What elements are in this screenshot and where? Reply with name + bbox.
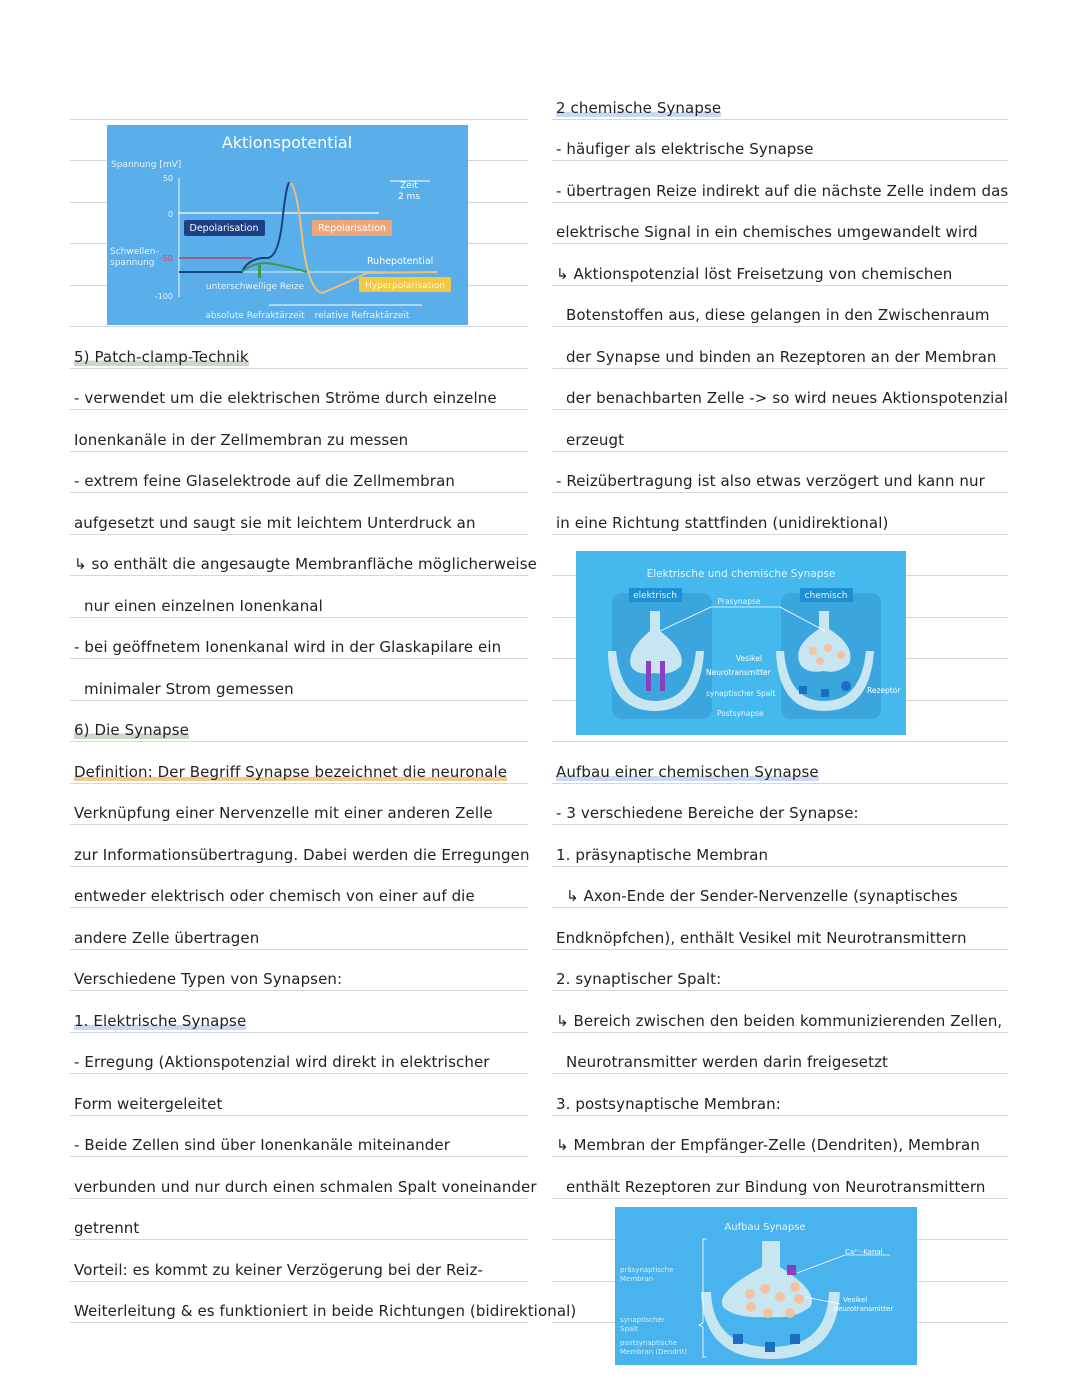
note-text: - Reizübertragung ist also etwas verzögert und kann nur (556, 472, 985, 490)
ruled-line (70, 493, 528, 535)
tick-minus-100: -100 (154, 292, 173, 301)
note-text: Botenstoffen aus, diese gelangen in den Zwischenraum (566, 306, 990, 324)
note-text: getrennt (74, 1219, 140, 1237)
ruled-line (552, 1033, 1008, 1075)
ruled-line (552, 742, 1008, 784)
tick-minus-50: -50 (159, 254, 173, 263)
postsynapse-label: Postsynapse (717, 709, 764, 718)
note-text: ↳ Axon-Ende der Sender-Nervenzelle (synaptisches (566, 887, 958, 905)
ruled-line (552, 825, 1008, 867)
note-text: Endknöpfchen), enthält Vesikel mit Neurotransmittern (556, 928, 967, 947)
ruled-line (70, 1033, 528, 1075)
ruled-line (70, 535, 537, 577)
ruled-line (552, 286, 1008, 328)
vesicle-label: Vesikel (736, 654, 762, 663)
ruled-line (552, 78, 1008, 120)
ruled-line (70, 1199, 528, 1241)
note-text: Neurotransmitter werden darin freigesetzt (566, 1053, 889, 1071)
note-text: ↳ Aktionspotenzial löst Freisetzung von chemischen (556, 264, 953, 283)
note-text: 6) Die Synapse (74, 721, 189, 739)
note-text: Vorteil: es kommt zu keiner Verzögerung bei der Reiz- (74, 1260, 483, 1279)
note-text: der Synapse und binden an Rezeptoren an der Membran (566, 347, 997, 366)
note-text: Ionenkanäle in der Zellmembran zu messen (74, 430, 409, 449)
ruled-line (552, 1157, 1008, 1199)
ruled-line (70, 1116, 528, 1158)
tick-0: 0 (167, 210, 173, 219)
svg-text:Membran: Membran (620, 1275, 654, 1283)
figure-title: Aufbau Synapse (724, 1222, 806, 1233)
ruled-line (70, 1074, 528, 1116)
electric-label: elektrisch (633, 591, 677, 601)
cleft-label: synaptischer (620, 1316, 665, 1324)
note-text: entweder elektrisch oder chemisch von einer auf die (74, 887, 475, 905)
postsynaptic-label: postsynaptische (620, 1339, 678, 1347)
threshold-label: Schwellen- (110, 247, 159, 257)
note-text: Definition: Der Begriff Synapse bezeichnet die neuronale (74, 762, 508, 781)
note-text: - Beide Zellen sind über Ionenkanäle miteinander (74, 1136, 450, 1154)
note-text: Aufbau einer chemischen Synapse (556, 762, 819, 781)
synaptic-cleft-label: synaptischer Spalt (706, 689, 776, 698)
receptor-label: Rezeptor (867, 686, 901, 695)
note-text: 3. postsynaptische Membran: (556, 1094, 781, 1113)
note-text: - Erregung (Aktionspotenzial wird direkt in elektrischer (74, 1053, 490, 1071)
ruled-line (552, 908, 1008, 950)
ruled-line (70, 908, 528, 950)
note-text: aufgesetzt und saugt sie mit leichtem Unterdruck an (74, 513, 476, 532)
vesicle-label: Vesikel (843, 1296, 868, 1304)
ruled-line (552, 161, 1008, 203)
ruled-line (70, 1282, 577, 1324)
note-text: Weiterleitung & es funktioniert in beide Richtungen (bidirektional) (74, 1302, 577, 1320)
note-text: nur einen einzelnen Ionenkanal (84, 596, 323, 615)
note-text: minimaler Strom gemessen (84, 679, 294, 698)
note-text: zur Informationsübertragung. Dabei werden die Erregungen (74, 845, 530, 864)
ruled-line (70, 867, 528, 909)
repolarisation-label: Repolarisation (318, 223, 386, 234)
ruled-line (552, 1074, 1008, 1116)
note-text: ↳ Membran der Empfänger-Zelle (Dendriten), Membran (556, 1136, 980, 1154)
note-text: verbunden und nur durch einen schmalen Spalt voneinander (74, 1177, 537, 1196)
subthreshold-label: unterschwellige Reize (205, 282, 305, 292)
note-text: in eine Richtung stattfinden (unidirektional) (556, 513, 889, 532)
ruled-line (552, 120, 1008, 162)
presynaptic-label: präsynaptische (620, 1266, 674, 1274)
ruled-line (70, 950, 528, 992)
note-text: der benachbarten Zelle -> so wird neues Aktionspotenzial (566, 389, 1008, 407)
neurotransmitter-label: Neurotransmitter (706, 668, 771, 677)
presynapse-label: Prasynapse (717, 597, 761, 606)
ruled-line (552, 1116, 1008, 1158)
synapse-structure-figure (615, 1207, 917, 1365)
note-text: 1. Elektrische Synapse (74, 1011, 247, 1030)
note-text: andere Zelle übertragen (74, 928, 260, 947)
ruled-line (70, 991, 528, 1033)
ruled-line (552, 244, 1008, 286)
figure-title: Aktionspotential (221, 133, 353, 152)
ruled-line (70, 618, 528, 660)
note-text: elektrische Signal in ein chemisches umgewandelt wird (556, 223, 978, 241)
svg-text:Membran (Dendrit): Membran (Dendrit) (620, 1348, 688, 1356)
tick-50: 50 (162, 174, 173, 183)
note-text: Verknüpfung einer Nervenzelle mit einer anderen Zelle (74, 804, 493, 822)
ruled-line (552, 369, 1008, 411)
note-text: - häufiger als elektrische Synapse (556, 140, 814, 158)
ruled-line (552, 493, 1008, 535)
chemical-label: chemisch (804, 591, 848, 601)
time-scale: 2 ms (397, 192, 421, 202)
ruled-line (552, 991, 1008, 1033)
ruled-line (552, 784, 1008, 826)
y-axis-label: Spannung [mV] (111, 160, 182, 170)
ruled-line (552, 203, 1008, 245)
absolute-refractory-label: absolute Refraktärzeit (205, 311, 305, 321)
hyperpolarisation-label: Hyperpolarisation (365, 281, 445, 291)
ruled-line (70, 701, 528, 743)
resting-potential-label: Ruhepotential (367, 256, 434, 267)
note-text: 1. präsynaptische Membran (556, 845, 769, 864)
ruled-line (70, 659, 528, 701)
note-text: ↳ so enthält die angesaugte Membranfläche möglicherweise (74, 555, 537, 573)
note-text: ↳ Bereich zwischen den beiden kommunizierenden Zellen, (556, 1011, 1003, 1030)
depolarisation-label: Depolarisation (189, 223, 259, 234)
ruled-line (552, 950, 1008, 992)
svg-text:Spalt: Spalt (620, 1325, 638, 1333)
synapse-types-figure (576, 551, 906, 735)
note-text: Form weitergeleitet (74, 1094, 223, 1113)
ruled-line (70, 784, 528, 826)
figure-title: Elektrische und chemische Synapse (646, 568, 836, 580)
note-text: - extrem feine Glaselektrode auf die Zellmembran (74, 472, 455, 490)
note-text: - bei geöffnetem Ionenkanal wird in der Glaskapilare ein (74, 638, 502, 656)
ruled-line (70, 78, 528, 120)
relative-refractory-label: relative Refraktärzeit (314, 311, 410, 321)
ruled-line (70, 369, 528, 411)
note-text: 2 chemische Synapse (556, 98, 722, 117)
ruled-line (70, 742, 528, 784)
note-text: 5) Patch-clamp-Technik (74, 347, 249, 366)
note-text: - verwendet um die elektrischen Ströme durch einzelne (74, 389, 497, 407)
ruled-line (552, 327, 1008, 369)
ruled-line (70, 452, 528, 494)
svg-text:spannung: spannung (110, 258, 155, 268)
action-potential-figure (107, 125, 468, 325)
ruled-line (70, 576, 528, 618)
ruled-line (70, 825, 528, 867)
ruled-line (552, 410, 1008, 452)
ruled-line (70, 410, 528, 452)
ruled-line (70, 327, 528, 369)
note-text: - übertragen Reize indirekt auf die nächste Zelle indem das (556, 181, 1009, 200)
note-text: - 3 verschiedene Bereiche der Synapse: (556, 804, 859, 822)
note-text: Verschiedene Typen von Synapsen: (74, 970, 343, 988)
ruled-line (552, 867, 1008, 909)
calcium-channel-label: Ca²⁺-Kanal (845, 1248, 883, 1256)
note-text: erzeugt (566, 430, 625, 449)
note-text: 2. synaptischer Spalt: (556, 970, 722, 988)
ruled-line (70, 1157, 537, 1199)
ruled-line (552, 452, 1008, 494)
time-label: Zeit (400, 181, 418, 191)
neurotransmitter-label: Neurotransmitter (833, 1305, 894, 1313)
ruled-line (70, 1240, 528, 1282)
note-text: enthält Rezeptoren zur Bindung von Neurotransmittern (566, 1177, 986, 1196)
